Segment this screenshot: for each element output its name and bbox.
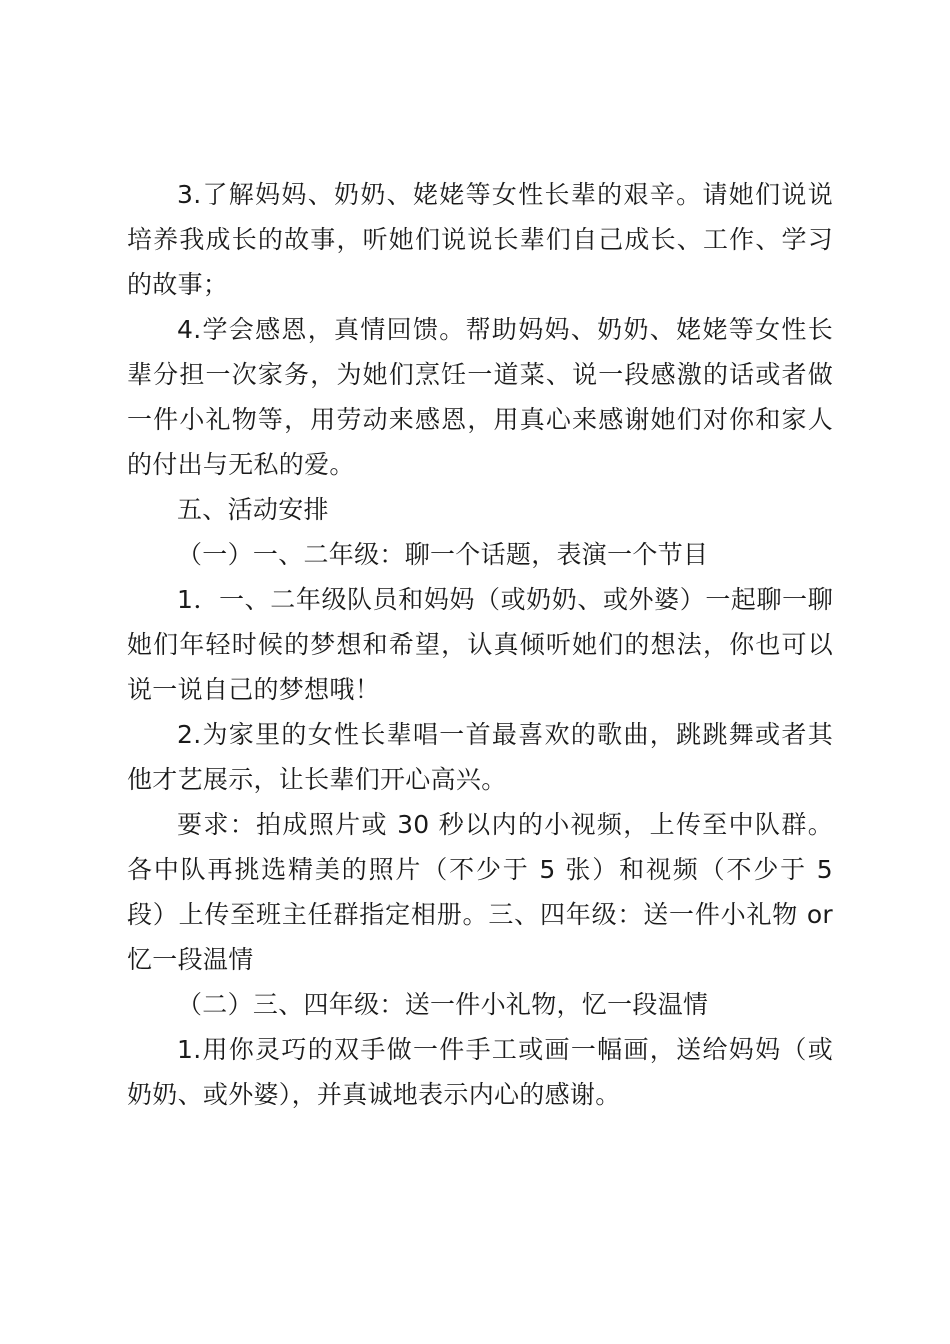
paragraph-item-3: 3.了解妈妈、奶奶、姥姥等女性长辈的艰辛。请她们说说培养我成长的故事，听她们说说长辈们自己成长、工作、学习的故事； <box>127 180 833 299</box>
paragraph-item-4: 4.学会感恩，真情回馈。帮助妈妈、奶奶、姥姥等女性长辈分担一次家务，为她们烹饪一道菜、说一段感激的话或者做一件小礼物等，用劳动来感恩，用真心来感谢她们对你和家人的付出与无私的爱。 <box>127 315 833 479</box>
paragraph-grade-3-4-item-1: 1.用你灵巧的双手做一件手工或画一幅画，送给妈妈（或奶奶、或外婆），并真诚地表示内心的感谢。 <box>127 1035 833 1109</box>
paragraph-grade-1-2-item-1: 1．一、二年级队员和妈妈（或奶奶、或外婆）一起聊一聊她们年轻时候的梦想和希望，认真倾听她们的想法，你也可以说一说自己的梦想哦！ <box>127 585 833 704</box>
paragraph-grade-1-2-item-2: 2.为家里的女性长辈唱一首最喜欢的歌曲，跳跳舞或者其他才艺展示，让长辈们开心高兴。 <box>127 720 833 794</box>
paragraph-requirements: 要求：拍成照片或 30 秒以内的小视频，上传至中队群。各中队再挑选精美的照片（不少于 5 张）和视频（不少于 5 段）上传至班主任群指定相册。三、四年级：送一件小礼物 or 忆一段温情 <box>127 810 833 974</box>
subsection-heading-grade-3-4: （二）三、四年级：送一件小礼物，忆一段温情 <box>177 990 709 1019</box>
subsection-heading-grade-1-2: （一）一、二年级：聊一个话题，表演一个节目 <box>177 540 709 569</box>
document-body <box>127 172 833 1117</box>
section-heading-activity-arrangement: 五、活动安排 <box>177 495 329 524</box>
